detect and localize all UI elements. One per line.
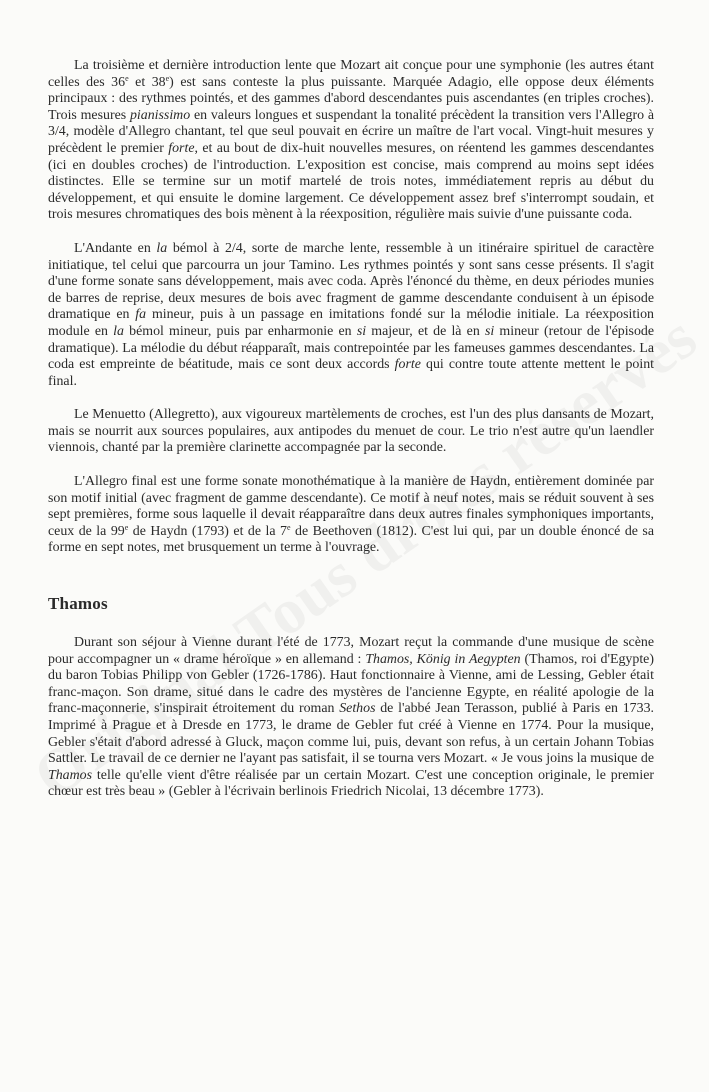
text-run: de l'abbé Jean Terasson, publié à Paris en 1733. Imprimé à Prague et à Dresde en 1773, le drame de Gebler fut créé à Vienne en 1774. Pour la musique, Gebler s'était d'abord adressé à Gluck, maçon comme lui, puis, devant son refus, à un certain Johann Tobias Sattler. Le travail de ce dernier ne l'ayant pas satisfait, il se tourna vers Mozart. « Je vous joins la musique de bbox=[48, 701, 654, 767]
text-run: L'Andante en bbox=[74, 240, 157, 256]
text-run: Le Menuetto (Allegretto), aux vigoureux martèlements de croches, est l'un des plus dansants de Mozart, mais se nourrit aux sources populaires, aux antipodes du menuet de cour. Le trio n'est autre qu'un laendler viennois, chanté par la première clarinette accompagnée par la seconde. bbox=[48, 407, 654, 456]
text-run: bémol mineur, puis par enharmonie en bbox=[123, 323, 357, 339]
paragraph-thamos bbox=[48, 635, 654, 801]
italic-text: Thamos bbox=[48, 767, 92, 783]
text-run: mineur (retour de l'épisode dramatique). La mélodie du début réapparaît, mais contrepointée par les fameuses gammes descendantes. La coda est empreinte de béatitude, mais ce sont deux accords bbox=[48, 323, 655, 373]
paragraph-menuetto bbox=[48, 407, 654, 457]
paragraph-allegro-final bbox=[48, 474, 654, 557]
superscript: e bbox=[165, 73, 170, 83]
text-run: et 38 bbox=[128, 74, 166, 90]
text-run: L'Allegro final est une forme sonate monothématique à la manière de Haydn, entièrement dominée par son motif initial (avec fragment de gamme descendante). Ce motif à neuf notes, mais se réduit souvent à ses sept premières, forme sous laquelle il devait réapparaître dans deux autres finales symphoniques importants, ceux de la 99 bbox=[48, 474, 654, 539]
section-heading: Thamos bbox=[48, 594, 108, 614]
document-page bbox=[48, 58, 654, 801]
italic-text: fa bbox=[135, 307, 147, 323]
paragraph-andante bbox=[48, 241, 654, 390]
italic-text: pianissimo bbox=[129, 107, 191, 123]
text-run: telle qu'elle vient d'être réalisée par un certain Mozart. C'est une conception originale, le premier chœur est très beau » (Gebler à l'écrivain berlinois Friedrich Nicolai, 13 décembre 1773). bbox=[48, 767, 654, 800]
text-run: Durant son séjour à Vienne durant l'été de 1773, Mozart reçut la commande d'une musique de scène pour accompagner un « drame héroïque » en allemand : bbox=[48, 635, 654, 667]
text-run: , et au bout de dix-huit nouvelles mesures, on réentend les gammes descendantes (ici en doubles croches) de l'introduction. L'exposition est concise, mais comprend au moins sept idées distinctes. Elle se termine sur un motif martelé de trois notes, immédiatement repris au début du développement, et qui ensuite le domine largement. Ce développement assez bref s'interrompt soudain, et trois mesures chromatiques des bois mènent à la réexposition, régulière mais suivie d'une puissante coda. bbox=[48, 140, 654, 223]
superscript: e bbox=[125, 73, 129, 83]
text-run: majeur, et de là en bbox=[366, 323, 485, 339]
text-run: en valeurs longues et suspendant la tonalité précèdent la transition vers l'Allegro à 3/4, modèle d'Allegro chantant, tel que seul pouvait en écrire un maître de l'art vocal. Vingt-huit mesures y précèdent le premier bbox=[48, 107, 654, 156]
superscript: e bbox=[124, 522, 129, 532]
italic-text: forte bbox=[394, 357, 421, 373]
italic-text: Thamos, König in Aegypten bbox=[365, 651, 521, 667]
italic-text: la bbox=[156, 240, 168, 256]
text-run: mineur, puis à un passage en imitations fondé sur la mélodie initiale. La réexposition module en bbox=[48, 307, 654, 339]
superscript: e bbox=[287, 522, 291, 532]
italic-text: Sethos bbox=[339, 701, 376, 717]
italic-text: forte bbox=[168, 140, 195, 156]
text-run: de Haydn (1793) et de la 7 bbox=[128, 523, 287, 539]
text-run: (Thamos, roi d'Egypte) du baron Tobias Philipp von Gebler (1726-1786). Haut fonctionnaire à Vienne, ami de Lessing, Gebler était franc-maçon. Son drame, situé dans le cadre des mystères de l'ancienne Egypte, en réalité apologie de la franc-maçonnerie, s'inspirait étroitement du roman bbox=[48, 651, 654, 717]
paragraph-introduction bbox=[48, 58, 654, 224]
text-run: qui contre toute attente mettent le point final. bbox=[48, 357, 654, 389]
text-run: ) est sans conteste la plus puissante. Marquée Adagio, elle oppose deux éléments principaux : des rythmes pointés, et des gammes d'abord descendantes puis ascendantes (en triples croches). Trois mesures bbox=[48, 74, 654, 123]
text-run: bémol à 2/4, sorte de marche lente, ressemble à un itinéraire spirituel de caractère initiatique, tel celui que parcourra un jour Tamino. Les rythmes pointés y sont sans cesse présents. Il s'agit d'une forme sonate sans développement, mais avec coda. Après l'énoncé du thème, en deux périodes munies de barres de reprise, deux mesures de bois avec fragment de gamme descendante conduisent à un épisode dramatique en bbox=[48, 240, 654, 323]
italic-text: si bbox=[356, 323, 367, 339]
text-run: de Beethoven (1812). C'est lui qui, par un double énoncé de sa forme en sept notes, met brusquement un terme à l'ouvrage. bbox=[48, 523, 654, 556]
italic-text: la bbox=[113, 323, 124, 339]
text-run: La troisième et dernière introduction lente que Mozart ait conçue pour une symphonie (les autres étant celles des 36 bbox=[48, 58, 654, 90]
italic-text: si bbox=[484, 323, 495, 339]
